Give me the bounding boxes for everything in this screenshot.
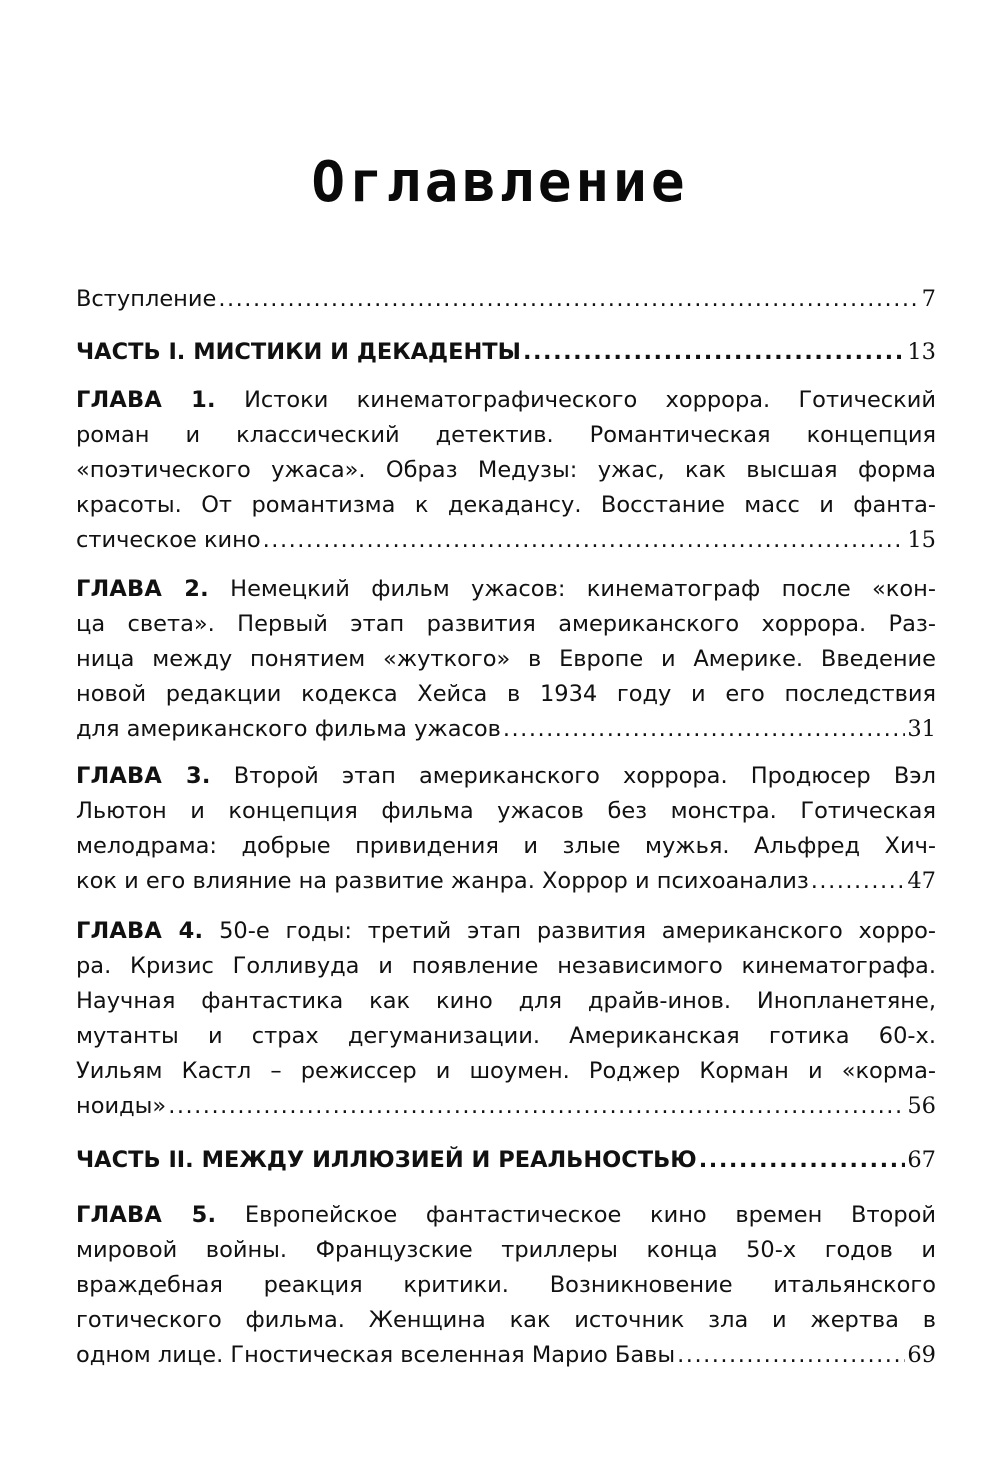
part-heading: ЧАСТЬ I. МИСТИКИ И ДЕКАДЕНТЫ — [76, 339, 521, 365]
entry-line: мутанты и страх дегуманизации. Американская готика 60-х. — [76, 1023, 936, 1049]
chapter-label: ГЛАВА 3. — [76, 763, 211, 789]
entry-text: Вступление — [76, 286, 217, 312]
entry-line: ца света». Первый этап развития американского хоррора. Раз- — [76, 611, 936, 637]
entry-line: готического фильма. Женщина как источник зла и жертва в — [76, 1307, 936, 1333]
toc-entry-part-2[interactable] — [76, 1143, 936, 1178]
toc-entry-intro[interactable] — [76, 282, 936, 317]
page-number: 56 — [907, 1093, 936, 1119]
entry-line: новой редакции кодекса Хейса в 1934 году и его последствия — [76, 681, 936, 707]
entry-line: мировой войны. Французские триллеры конца 50-х годов и — [76, 1237, 936, 1263]
dot-leader — [218, 282, 919, 317]
entry-line: Истоки кинематографического хоррора. Готический — [244, 387, 937, 413]
dot-leader — [503, 712, 905, 747]
page-number: 13 — [907, 339, 936, 365]
entry-line: ноиды» — [76, 1093, 167, 1119]
toc-entry-chapter-1[interactable] — [76, 383, 936, 558]
page-title: Оглавление — [311, 150, 689, 215]
entry-line: красоты. От романтизма к декадансу. Восстание масс и фанта- — [76, 492, 936, 518]
toc-entry-chapter-5[interactable] — [76, 1198, 936, 1373]
toc-entry-part-1[interactable] — [76, 335, 936, 370]
chapter-label: ГЛАВА 1. — [76, 387, 216, 413]
entry-line: 50-е годы: третий этап развития американского хорро- — [219, 918, 937, 944]
dot-leader — [699, 1143, 906, 1178]
page-number: 67 — [907, 1147, 936, 1173]
entry-line: Льютон и концепция фильма ужасов без монстра. Готическая — [76, 798, 936, 824]
entry-line: одном лице. Гностическая вселенная Марио Бавы — [76, 1342, 676, 1368]
page-number: 31 — [907, 716, 936, 742]
toc-entry-chapter-4[interactable] — [76, 914, 936, 1124]
part-heading: ЧАСТЬ II. МЕЖДУ ИЛЛЮЗИЕЙ И РЕАЛЬНОСТЬЮ — [76, 1147, 697, 1173]
toc-entry-chapter-3[interactable] — [76, 759, 936, 899]
entry-line: ра. Кризис Голливуда и появление независимого кинематографа. — [76, 953, 936, 979]
entry-line: «поэтического ужаса». Образ Медузы: ужас, как высшая форма — [76, 457, 936, 483]
entry-line: Второй этап американского хоррора. Продюсер Вэл — [233, 763, 937, 789]
page-number: 69 — [907, 1342, 936, 1368]
chapter-label: ГЛАВА 2. — [76, 576, 209, 602]
entry-line: Уильям Кастл – режиссер и шоумен. Роджер Корман и «корма- — [76, 1058, 936, 1084]
dot-leader — [677, 1338, 905, 1373]
chapter-label: ГЛАВА 5. — [76, 1202, 217, 1228]
page-number: 15 — [907, 527, 936, 553]
dot-leader — [811, 864, 906, 899]
entry-line: Европейское фантастическое кино времен Второй — [244, 1202, 936, 1228]
toc-entry-chapter-2[interactable] — [76, 572, 936, 747]
entry-line: Немецкий фильм ужасов: кинематограф после «кон- — [230, 576, 936, 602]
dot-leader — [263, 523, 906, 558]
entry-line: враждебная реакция критики. Возникновение итальянского — [76, 1272, 936, 1298]
entry-line: для американского фильма ужасов — [76, 716, 501, 742]
entry-line: кок и его влияние на развитие жанра. Хоррор и психоанализ — [76, 868, 809, 894]
page-number: 7 — [921, 286, 936, 312]
entry-line: ница между понятием «жуткого» в Европе и Америке. Введение — [76, 646, 936, 672]
entry-line: стическое кино — [76, 527, 261, 553]
chapter-label: ГЛАВА 4. — [76, 918, 204, 944]
page-number: 47 — [907, 868, 936, 894]
dot-leader — [168, 1089, 905, 1124]
dot-leader — [523, 335, 905, 370]
entry-line: роман и классический детектив. Романтическая концепция — [76, 422, 936, 448]
entry-line: Научная фантастика как кино для драйв-инов. Инопланетяне, — [76, 988, 936, 1014]
entry-line: мелодрама: добрые привидения и злые мужья. Альфред Хич- — [76, 833, 936, 859]
